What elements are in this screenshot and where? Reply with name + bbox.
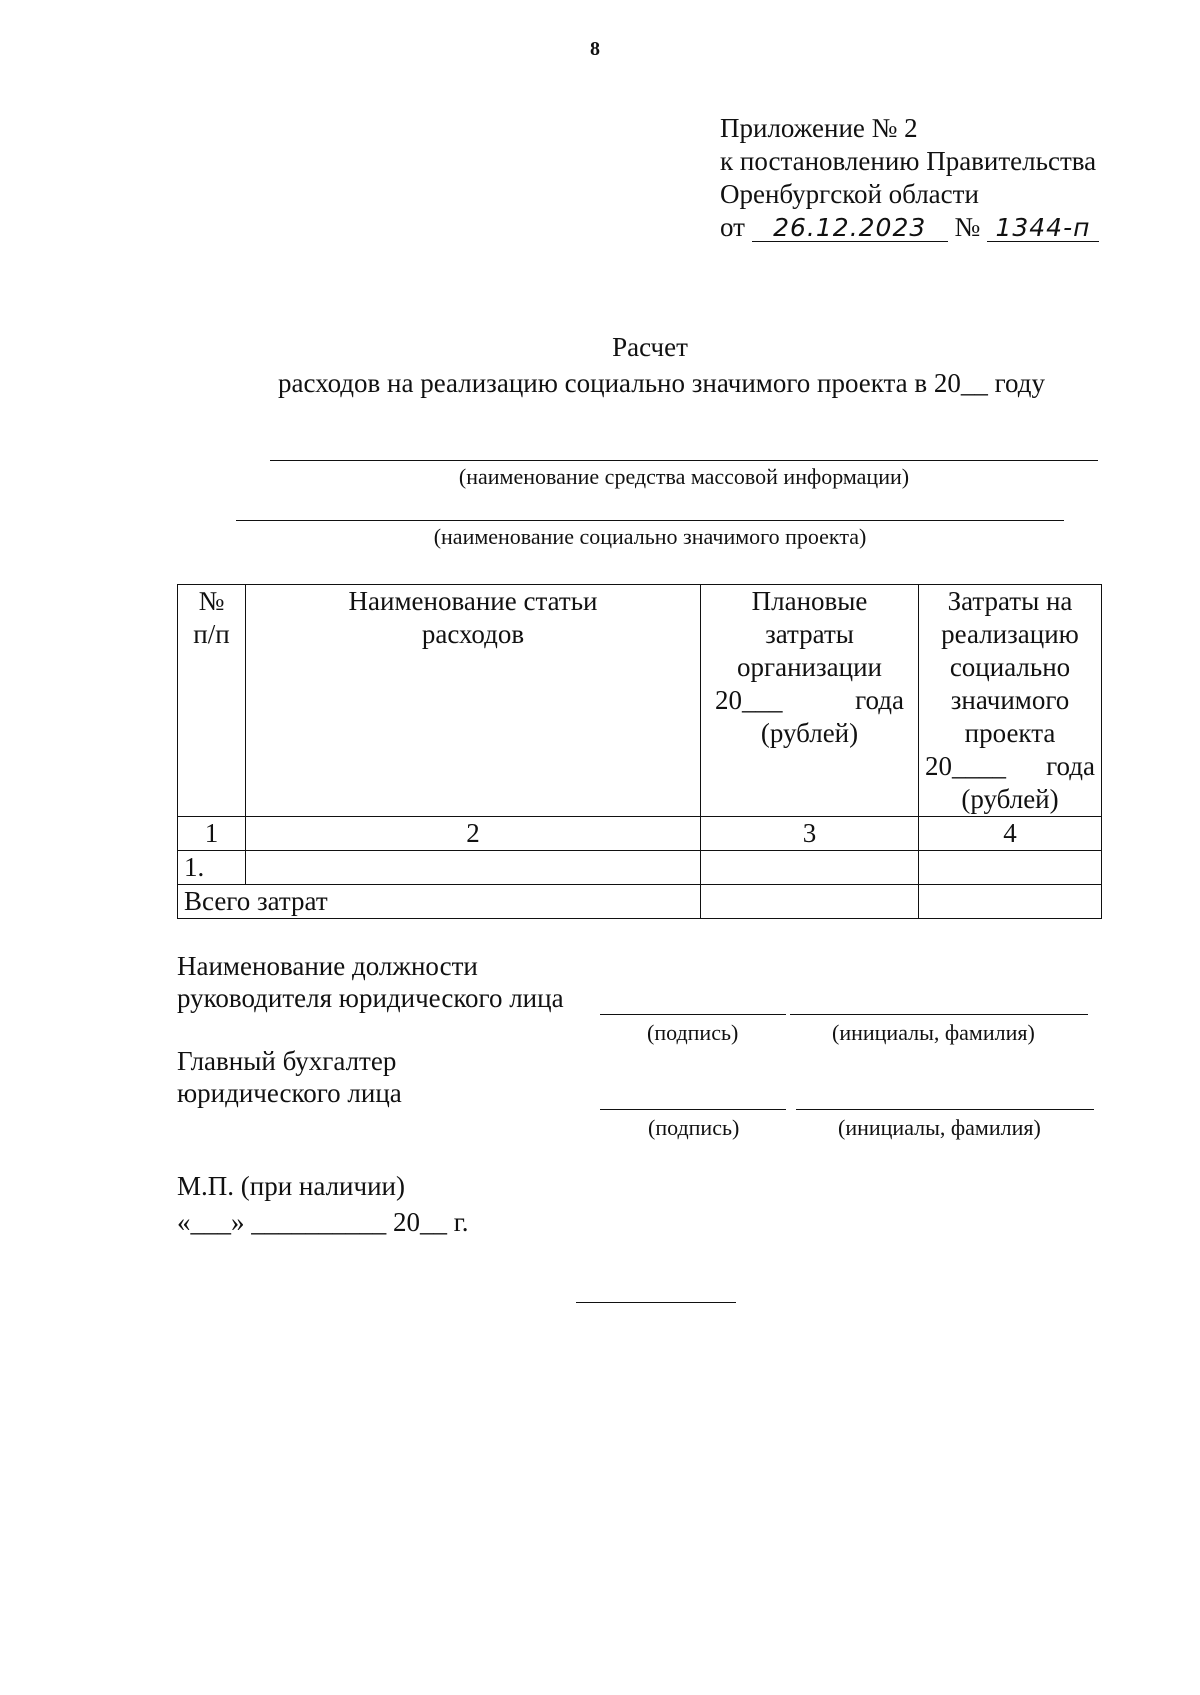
total-planned-cell [701, 885, 919, 919]
column-number-3: 3 [701, 817, 919, 851]
row-number-cell: 1. [178, 851, 246, 885]
column-number-4: 4 [919, 817, 1102, 851]
head-signature-caption: (подпись) [647, 1020, 739, 1045]
head-name-caption: (инициалы, фамилия) [832, 1020, 1035, 1045]
accountant-label-1: Главный бухгалтер [177, 1046, 397, 1076]
stamp-label: М.П. (при наличии) [177, 1171, 405, 1201]
header-cell-item-name: Наименование статьи расходов [246, 585, 701, 817]
column-number-1: 1 [178, 817, 246, 851]
accountant-name-caption: (инициалы, фамилия) [838, 1115, 1041, 1140]
project-name-line [236, 520, 1064, 521]
head-signature-line [600, 1014, 786, 1015]
document-subtitle: расходов на реализацию социально значимого проекта в 20__ году [278, 368, 1046, 398]
closing-divider [576, 1302, 736, 1303]
table-header-row [178, 585, 1102, 817]
header-cell-project-costs: Затраты на реализацию социально значимого проекта 20____ года (рублей) [919, 585, 1102, 817]
table-row [178, 817, 1102, 851]
table-row-total [178, 885, 1102, 919]
accountant-label-2: юридического лица [177, 1078, 402, 1108]
row-project-cell [919, 851, 1102, 885]
header-cell-planned-costs: Плановые затраты организации 20___ года (рублей) [701, 585, 919, 817]
appendix-decree: к постановлению Правительства [720, 146, 1097, 176]
project-name-caption: (наименование социально значимого проекта) [433, 524, 867, 549]
head-position-label-2: руководителя юридического лица [177, 983, 564, 1013]
row-item-name-cell [246, 851, 701, 885]
expenses-table [177, 584, 1102, 919]
accountant-signature-line [600, 1109, 786, 1110]
head-position-label-1: Наименование должности [177, 951, 478, 981]
page-number: 8 [590, 38, 600, 60]
appendix-header [720, 112, 1099, 244]
table-row [178, 851, 1102, 885]
head-name-line [790, 1014, 1088, 1015]
appendix-region: Оренбургской области [720, 179, 979, 209]
number-label: № [954, 212, 981, 242]
accountant-signature-caption: (подпись) [648, 1115, 740, 1140]
accountant-name-line [796, 1109, 1094, 1110]
appendix-title: Приложение № 2 [720, 113, 918, 143]
from-label: от [720, 212, 745, 242]
document-title: Расчет [612, 332, 688, 362]
decree-number: 1344-п [987, 215, 1099, 242]
appendix-date-line [720, 211, 1099, 244]
column-number-2: 2 [246, 817, 701, 851]
row-planned-cell [701, 851, 919, 885]
total-project-cell [919, 885, 1102, 919]
stamp-date-line: «___» __________ 20__ г. [177, 1207, 469, 1237]
total-label-cell: Всего затрат [178, 885, 701, 919]
decree-date: 26.12.2023 [752, 215, 948, 242]
media-name-caption: (наименование средства массовой информации) [458, 464, 910, 489]
header-cell-number: № п/п [178, 585, 246, 817]
media-name-line [270, 460, 1098, 461]
